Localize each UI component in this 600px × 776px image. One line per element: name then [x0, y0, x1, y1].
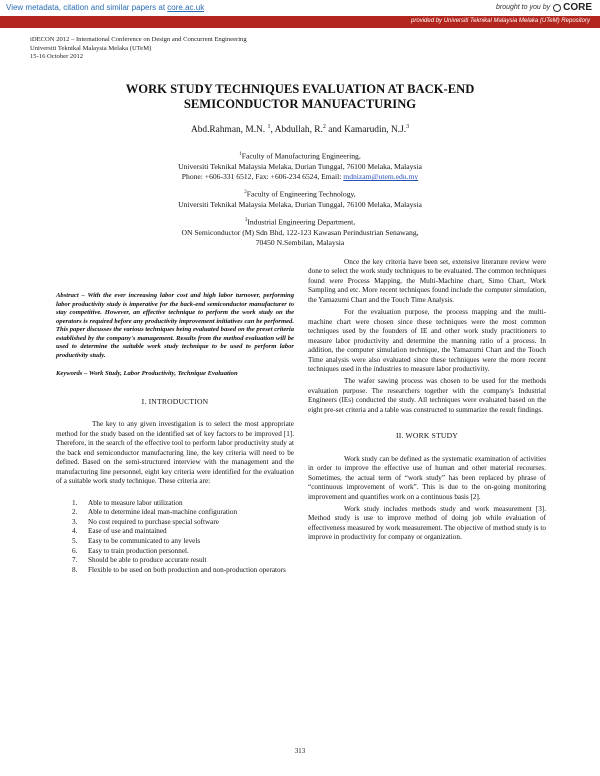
paper-title	[0, 82, 600, 112]
keywords: Keywords – Work Study, Labor Productivity, Technique Evaluation	[56, 370, 238, 378]
affiliation-1	[0, 150, 600, 183]
author-3: Kamarudin, N.J.	[344, 125, 407, 136]
core-logo-text: CORE	[563, 2, 592, 13]
affiliation-2-address: Universiti Teknikal Malaysia Melaka, Durian Tunggal, 76100 Melaka, Malaysia	[178, 199, 422, 209]
list-item: 3. No cost required to purchase special software	[72, 517, 219, 526]
abstract: Abstract – With the ever increasing labor cost and high labor turnover, performing labor productivity study is imperative for the back-end semiconductor manufacturer to stay competitive. However, an effective technique to perform the work study on the operators is required before any productivity improvement initiatives can be performed. This paper discusses the various techniques being evaluated based on the preset criteria established by the company's management. Results from the method evaluation will be used to determine the suitable work study technique to be used to perform labor productivity study.	[56, 292, 294, 359]
methods-paragraph-3: The wafer sawing process was chosen to be used for the methods evaluation purpose. The researchers together with the company's Industrial Engineers (IEs) conducted the study. All techniques were evaluated based on the eight pre-set criteria and a table was constructed to summarize the result findings.	[308, 377, 546, 414]
page-number: 313	[294, 748, 306, 755]
affiliation-3	[0, 216, 600, 249]
author-1-sup: 1	[267, 124, 271, 130]
work-study-paragraph-2: Work study includes methods study and work measurement [3]. Method study is use to improve method of doing job while evaluation of effectiveness measured by work measurement. The objective of method study is to improve in productivity for company or organization.	[308, 504, 546, 542]
methods-paragraph-1: Once the key criteria have been set, extensive literature review were done to select the work study techniques to be evaluated. The common techniques found were Process Mapping, the Multi-Machine chart, Simo Chart, Work Sampling and etc. More recent techniques found include the computer simulation, the Yamazumi Chart and the Touch Time Analysis.	[308, 258, 546, 304]
list-item: 2. Able to determine ideal man-machine configuration	[72, 508, 238, 517]
criteria-list	[56, 499, 294, 576]
brought-by	[496, 2, 592, 13]
core-banner	[0, 0, 600, 16]
list-item: 4. Ease of use and maintained	[72, 527, 167, 536]
core-logo-icon	[553, 4, 561, 12]
conference-date: 15-16 October 2012	[30, 53, 84, 61]
title-line-1: WORK STUDY TECHNIQUES EVALUATION AT BACK-END	[125, 82, 475, 96]
author-separator-2: and	[325, 125, 345, 136]
brought-by-text: brought to you by	[496, 4, 551, 11]
metadata-text: View metadata, citation and similar papers at	[6, 3, 166, 12]
affiliation-3-address: ON Semiconductor (M) Sdn Bhd, 122-123 Kawasan Perindustrian Senawang,	[181, 227, 419, 237]
list-item: 7. Should be able to produce accurate result	[72, 556, 207, 565]
conference-name: iDECON 2012 – International Conference on Design and Concurrent Engineering	[30, 36, 247, 43]
metadata-notice	[6, 3, 204, 12]
list-item: 8. Flexible to be used on both production and non-production operators	[72, 565, 286, 574]
conference-info	[30, 36, 247, 62]
affiliation-3-city: 70450 N.Sembilan, Malaysia	[255, 238, 345, 248]
affiliation-1-sup: 1	[239, 152, 242, 157]
intro-paragraph: The key to any given investigation is to select the most appropriate method for the study based on the identified set of key factors to be improved [1]. Therefore, in the search of the effective tool to perform labor productivity study at the back end semiconductor manufacturing line, the key criteria will need to be defined. Based on the semi-structured interview with the management and the manufacturing line personnel, eight key criteria were identified for the evaluation of a suitable work study technique. These criteria are:	[56, 420, 294, 486]
author-2-sup: 2	[322, 124, 326, 130]
list-item: 5. Easy to be communicated to any levels	[72, 536, 201, 545]
affiliation-1-dept: Faculty of Manufacturing Engineering,	[241, 151, 361, 161]
section-heading-introduction: I. INTRODUCTION	[141, 396, 209, 406]
affiliation-1-address: Universiti Teknikal Malaysia Melaka, Durian Tunggal, 76100 Melaka, Malaysia	[178, 161, 422, 171]
title-line-2: SEMICONDUCTOR MANUFACTURING	[183, 97, 417, 111]
right-column	[308, 258, 546, 543]
repository-text: provided by Universiti Teknikal Malaysia Melaka (UTeM) Repository	[411, 18, 590, 24]
left-column	[56, 292, 294, 575]
section-heading-work-study: II. WORK STUDY	[396, 431, 458, 441]
affiliation-1-contact: Phone: +606-331 6512, Fax: +606-234 6524, Email:	[181, 172, 344, 182]
work-study-paragraph-1: Work study can be defined as the systematic examination of activities in order to improve the effective use of human and other material recourses. Sometimes, the actual term of “work study” has been replaced by phrase of “continuous improvement of work”. This is due to the on-going monitoring improvement and quantifies work on a continuous basis [2].	[308, 454, 546, 501]
repository-bar[interactable]	[0, 16, 600, 28]
affiliation-2	[0, 188, 600, 210]
affiliation-2-dept: Faculty of Engineering Technology,	[246, 189, 356, 199]
methods-paragraph-2: For the evaluation purpose, the process mapping and the multi-machine chart were chosen since these techniques were the most common techniques used by the founders of IE and other work study practitioners to measure labor productivity and determine the manning ratio of a process. In addition, the computer simulation technique, the Yamazumi Chart and the Touch Time analysis were also evaluated since these techniques were the more recent techniques used in the industries to measure labor productivity.	[308, 308, 546, 373]
core-link[interactable]: core.ac.uk	[167, 3, 205, 12]
author-1: Abd.Rahman, M.N.	[190, 125, 266, 136]
affiliation-3-sup: 3	[244, 218, 248, 223]
affiliation-2-sup: 2	[244, 190, 247, 195]
list-item: 6. Easy to train production personnel.	[72, 546, 189, 555]
author-3-sup: 3	[406, 124, 410, 130]
author-list	[0, 124, 600, 135]
author-separator-1: ,	[270, 125, 275, 136]
core-logo[interactable]	[553, 2, 592, 13]
affiliation-3-dept: Industrial Engineering Department,	[247, 217, 356, 227]
affiliation-1-email[interactable]: mdnizam@utem.edu.my	[343, 172, 419, 182]
list-item: 1. Able to measure labor utilization	[72, 498, 183, 507]
conference-venue: Universiti Teknikal Malaysia Melaka (UTeM)	[30, 44, 152, 52]
author-2: Abdullah, R.	[274, 125, 323, 136]
